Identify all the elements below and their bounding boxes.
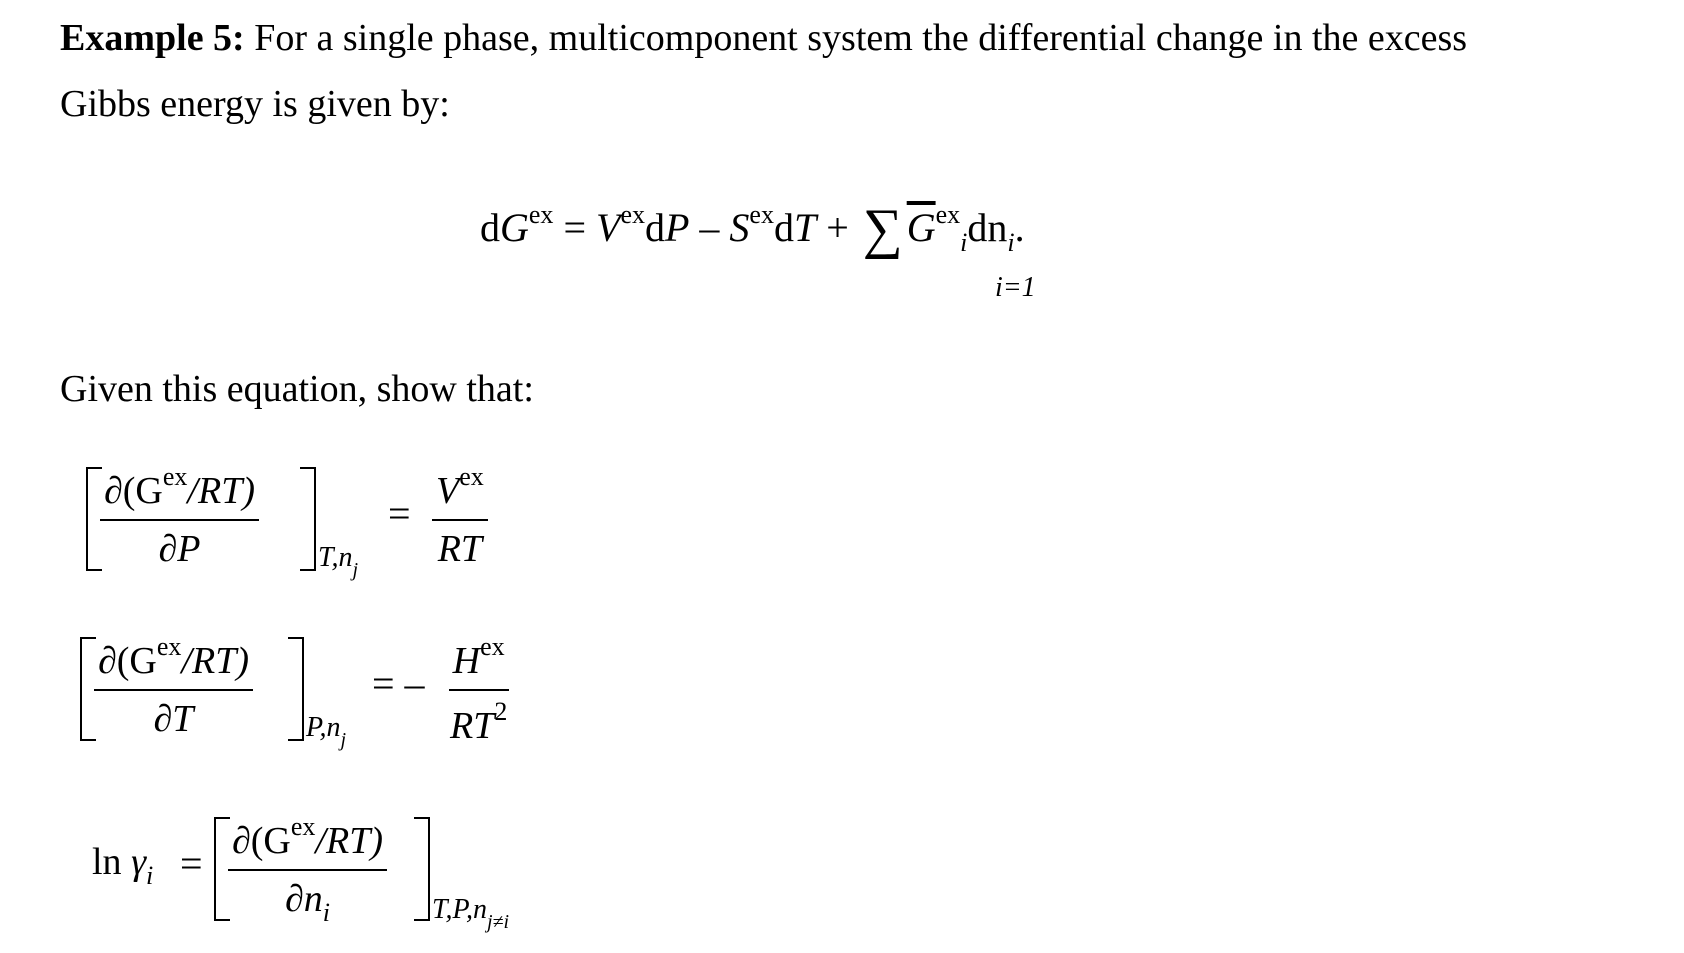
eq1-ex-2: ex (620, 200, 645, 229)
eq1-G: G (500, 205, 529, 250)
rel2-rnum-ex: ex (480, 632, 505, 661)
eq1-S: S (729, 205, 750, 250)
rel2-rnum: H (452, 640, 481, 682)
rel3-gamma: γ (131, 841, 147, 883)
eq1-dn-sub-i: i (1007, 228, 1015, 257)
rel1-num-ex: ex (162, 462, 188, 491)
eq1-Gbar: $\overline{G}$ (906, 205, 936, 250)
rel1-subscript (318, 542, 358, 582)
rel3-num-ex: ex (290, 812, 316, 841)
equation-dgex (480, 190, 1025, 268)
rel1-num: ∂(G (104, 470, 163, 512)
rel3-equals: = (180, 841, 203, 886)
rel1-right-bracket (300, 467, 316, 571)
rel3-num-tail: /RT) (315, 820, 383, 862)
rel3-lhs (92, 840, 153, 891)
rel3-gamma-sub: i (146, 861, 154, 890)
eq1-plus: + (816, 205, 859, 250)
rel3-ln: ln (92, 841, 132, 883)
rel1-den: ∂P (158, 528, 201, 570)
rel2-right-bracket (288, 637, 304, 741)
intro-line-2: Gibbs energy is given by: (60, 83, 450, 125)
rel1-rden: RT (437, 528, 483, 570)
rel2-subscript (306, 712, 346, 752)
rel2-den: ∂T (153, 698, 194, 740)
rel1-num-tail: /RT) (187, 470, 255, 512)
rel1-rnum-ex: ex (459, 462, 484, 491)
rel2-sub-text: P,n (306, 712, 341, 743)
rel1-rhs-fraction (432, 462, 488, 571)
rel1-lhs-fraction (100, 462, 259, 571)
eq1-P: P (664, 205, 690, 250)
rel1-rnum: V (436, 470, 460, 512)
rel3-sub-j: j≠i (487, 911, 510, 933)
rel3-den-sub: i (322, 898, 330, 927)
intro-text-1: For a single phase, multicomponent system the differential change in the excess (244, 17, 1468, 59)
eq1-equals: = (553, 205, 596, 250)
rel3-num: ∂(G (232, 820, 291, 862)
rel3-right-bracket (414, 817, 430, 921)
rel2-num-ex: ex (156, 632, 182, 661)
eq1-minus: – (689, 205, 730, 250)
rel2-sub-j: j (340, 729, 347, 751)
rel2-rhs-fraction (446, 632, 511, 748)
rel2-rden: RT (450, 705, 495, 747)
rel1-sub-text: T,n (318, 542, 353, 573)
eq1-dT-d: d (773, 205, 794, 250)
eq1-sum: ∑ (862, 198, 903, 260)
eq1-T: T (793, 205, 817, 250)
intro-line-1 (60, 16, 1467, 60)
rel3-den: ∂n (284, 878, 323, 920)
eq1-ex-1: ex (528, 200, 554, 229)
rel1-sub-j: j (352, 559, 359, 581)
eq1-period: . (1014, 205, 1025, 250)
eq1-V: V (596, 205, 621, 250)
rel3-fraction (228, 812, 387, 928)
example-label: Example 5: (60, 17, 245, 59)
eq1-Gbar-sub-i: i (960, 228, 968, 257)
rel3-subscript (432, 894, 509, 934)
eq1-d: d (480, 205, 500, 250)
rel2-num-tail: /RT) (181, 640, 249, 682)
rel2-lhs-fraction (94, 632, 253, 741)
show-text: Given this equation, show that: (60, 368, 534, 410)
eq1-dn: dn (967, 205, 1008, 250)
rel2-rden-sup: 2 (494, 697, 508, 726)
eq1-ex-3: ex (749, 200, 774, 229)
eq1-sum-lower-limit: i=1 (995, 272, 1036, 303)
eq1-dP-d: d (644, 205, 665, 250)
rel2-equals-minus: = – (372, 661, 425, 706)
eq1-ex-4: ex (935, 200, 961, 229)
rel1-equals: = (388, 491, 411, 536)
rel3-sub-text: T,P,n (432, 894, 487, 925)
rel2-num: ∂(G (98, 640, 157, 682)
